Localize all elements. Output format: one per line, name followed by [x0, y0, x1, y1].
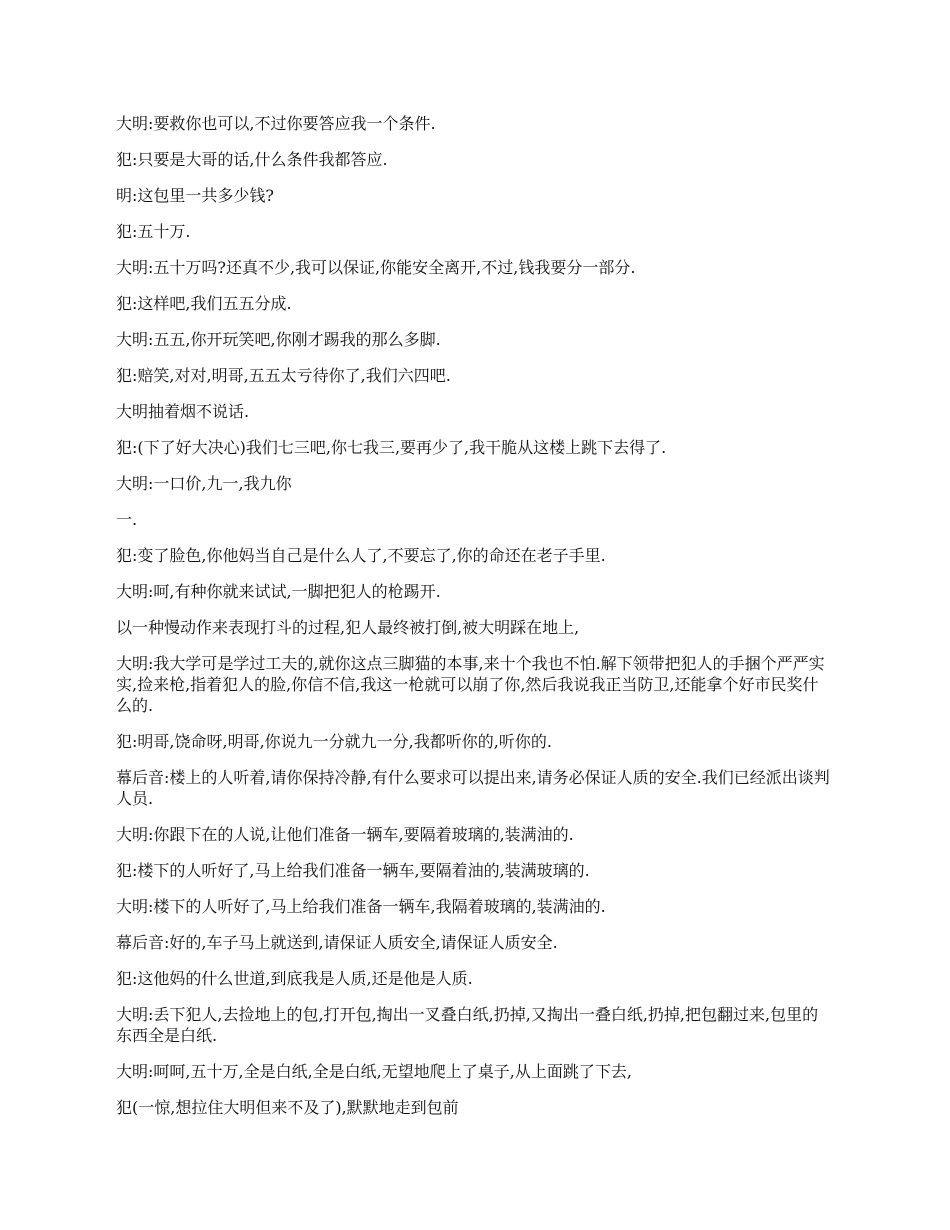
dialogue-line: 一.	[116, 510, 138, 529]
dialogue-line: 犯(一惊,想拉住大明但来不及了),默默地走到包前	[116, 1098, 459, 1117]
dialogue-line: 明:这包里一共多少钱?	[116, 186, 274, 205]
dialogue-line: 犯:(下了好大决心)我们七三吧,你七我三,要再少了,我干脆从这楼上跳下去得了.	[116, 438, 667, 457]
dialogue-line: 犯:变了脸色,你他妈当自己是什么人了,不要忘了,你的命还在老子手里.	[116, 546, 606, 565]
dialogue-line: 犯:明哥,饶命呀,明哥,你说九一分就九一分,我都听你的,听你的.	[116, 732, 552, 751]
dialogue-line: 大明:我大学可是学过工夫的,就你这点三脚猫的本事,来十个我也不怕.解下领带把犯人的手捆个严严实实,捡来枪,指着犯人的脸,你信不信,我这一枪就可以崩了你,然后我说我正当防卫,还能拿个好市民奖什么的.	[116, 654, 825, 715]
dialogue-line: 大明:楼下的人听好了,马上给我们准备一辆车,我隔着玻璃的,装满油的.	[116, 897, 606, 916]
stage-direction: 大明抽着烟不说话.	[116, 402, 250, 421]
dialogue-line: 犯:这他妈的什么世道,到底我是人质,还是他是人质.	[116, 969, 473, 988]
dialogue-line: 大明:五五,你开玩笑吧,你刚才踢我的那么多脚.	[116, 330, 441, 349]
dialogue-line: 大明:丢下犯人,去捡地上的包,打开包,掏出一叉叠白纸,扔掉,又掏出一叠白纸,扔掉,把包翻过来,包里的东西全是白纸.	[116, 1005, 819, 1045]
dialogue-line: 大明:一口价,九一,我九你	[116, 474, 292, 493]
dialogue-line: 幕后音:楼上的人听着,请你保持冷静,有什么要求可以提出来,请务必保证人质的安全.我们已经派出谈判人员.	[116, 768, 830, 808]
dialogue-line: 大明:呵呵,五十万,全是白纸,全是白纸,无望地爬上了桌子,从上面跳了下去,	[116, 1062, 632, 1081]
dialogue-line: 犯:五十万.	[116, 222, 191, 241]
dialogue-line: 犯:楼下的人听好了,马上给我们准备一辆车,要隔着油的,装满玻璃的.	[116, 861, 590, 880]
stage-direction: 以一种慢动作来表现打斗的过程,犯人最终被打倒,被大明踩在地上,	[116, 618, 580, 637]
dialogue-line: 幕后音:好的,车子马上就送到,请保证人质安全,请保证人质安全.	[116, 933, 558, 952]
dialogue-line: 大明:你跟下在的人说,让他们准备一辆车,要隔着玻璃的,装满油的.	[116, 825, 574, 844]
script-text-body	[116, 113, 834, 1133]
dialogue-line: 犯:这样吧,我们五五分成.	[116, 294, 292, 313]
dialogue-line: 大明:要救你也可以,不过你要答应我一个条件.	[116, 114, 436, 133]
dialogue-line: 大明:五十万吗?还真不少,我可以保证,你能安全离开,不过,钱我要分一部分.	[116, 258, 636, 277]
dialogue-line: 犯:赔笑,对对,明哥,五五太亏待你了,我们六四吧.	[116, 366, 451, 385]
dialogue-line: 大明:呵,有种你就来试试,一脚把犯人的枪踢开.	[116, 582, 441, 601]
dialogue-line: 犯:只要是大哥的话,什么条件我都答应.	[116, 150, 388, 169]
